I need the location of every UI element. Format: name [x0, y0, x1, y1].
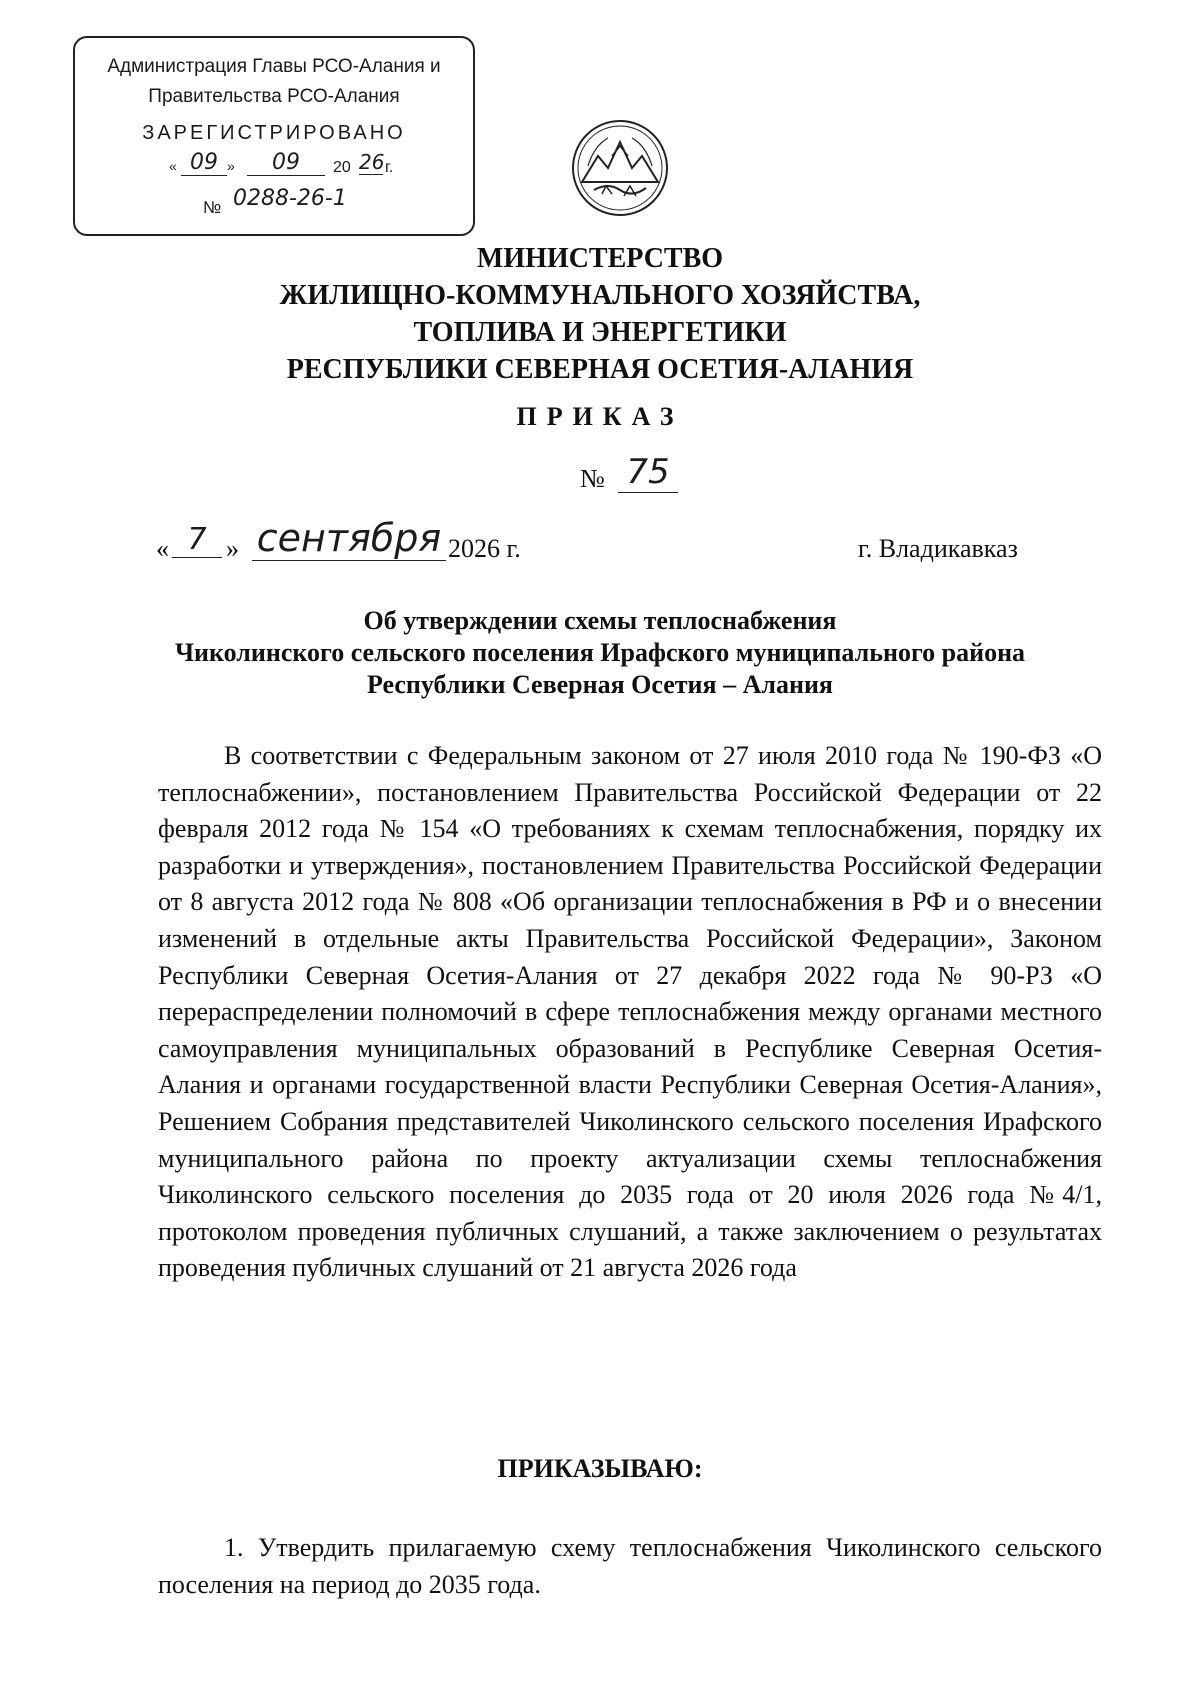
subject-line: Республики Северная Осетия – Алания	[366, 670, 833, 699]
date-month-handwritten: сентября	[252, 516, 446, 561]
stamp-number-sign: №	[203, 198, 222, 217]
stamp-year-end: г.	[385, 159, 394, 176]
stamp-number-handwritten: 0288-26-1	[233, 186, 347, 211]
stamp-quote-open: «	[169, 158, 177, 174]
ministry-line: РЕСПУБЛИКИ СЕВЕРНАЯ ОСЕТИЯ-АЛАНИЯ	[286, 354, 914, 385]
subject-line: Чиколинского сельского поселения Ирафского муниципального района	[174, 638, 1026, 667]
ministry-line: ЖИЛИЩНО-КОММУНАЛЬНОГО ХОЗЯЙСТВА,	[279, 280, 921, 311]
registration-stamp	[73, 36, 475, 236]
order-number-label: №	[580, 464, 605, 493]
document-type-title: ПРИКАЗ	[516, 402, 684, 431]
city-name: г. Владикавказ	[858, 534, 1018, 563]
ministry-name	[0, 240, 1200, 388]
stamp-year-prefix: 20	[333, 159, 351, 176]
date-year: 2026 г.	[448, 534, 521, 563]
stamp-day-handwritten: 09	[181, 150, 227, 176]
preamble-paragraph: В соответствии с Федеральным законом от 27 июля 2010 года № 190-ФЗ «О теплоснабжении», постановлением Правительства Российской Федерации от 22 февраля 2012 года № 154 «О требованиях к схемам теплоснабжения, порядку их разработки и утверждения», постановлением Правительства Российской Федерации от 8 августа 2012 года № 808 «Об организации теплоснабжения в РФ и о внесении изменений в отдельные акты Правительства Российской Федерации», Законом Республики Северная Осетия-Алания от 27 декабря 2022 года № 90-РЗ «О перераспределении полномочий в сфере теплоснабжения между органами местного самоуправления муниципальных образований в Республике Северная Осетия-Алания и органами государственной власти Республики Северная Осетия-Алания», Решением Собрания представителей Чиколинского сельского поселения Ирафского муниципального района по проекту актуализации схемы теплоснабжения Чиколинского сельского поселения до 2035 года от 20 июля 2026 года №4/1, протоколом проведения публичных слушаний, а также заключением о результатах проведения публичных слушаний от 21 августа 2026 года	[158, 741, 1102, 1283]
stamp-year-handwritten: 26	[359, 150, 385, 174]
coat-of-arms-emblem	[568, 116, 672, 220]
stamp-quote-close: »	[227, 158, 235, 174]
decree-heading: ПРИКАЗЫВАЮ:	[497, 1454, 703, 1483]
order-number-handwritten: 75	[618, 452, 678, 493]
date-day-handwritten: 7	[172, 522, 222, 558]
order-item-1: 1. Утвердить прилагаемую схему теплоснабжения Чиколинского сельского поселения на период до 2035 года.	[158, 1533, 1102, 1599]
date-quote-close: »	[226, 534, 239, 563]
stamp-line-2: Правительства РСО-Алания	[148, 86, 400, 107]
stamp-month-handwritten: 09	[247, 150, 325, 176]
order-subject	[0, 605, 1200, 701]
date-quote-open: «	[156, 534, 169, 563]
ministry-line: МИНИСТЕРСТВО	[476, 243, 724, 274]
stamp-status: ЗАРЕГИСТРИРОВАНО	[142, 122, 406, 144]
ministry-line: ТОПЛИВА И ЭНЕРГЕТИКИ	[413, 317, 787, 348]
stamp-line-1: Администрация Главы РСО-Алания и	[107, 56, 441, 77]
subject-line: Об утверждении схемы теплоснабжения	[363, 606, 837, 635]
